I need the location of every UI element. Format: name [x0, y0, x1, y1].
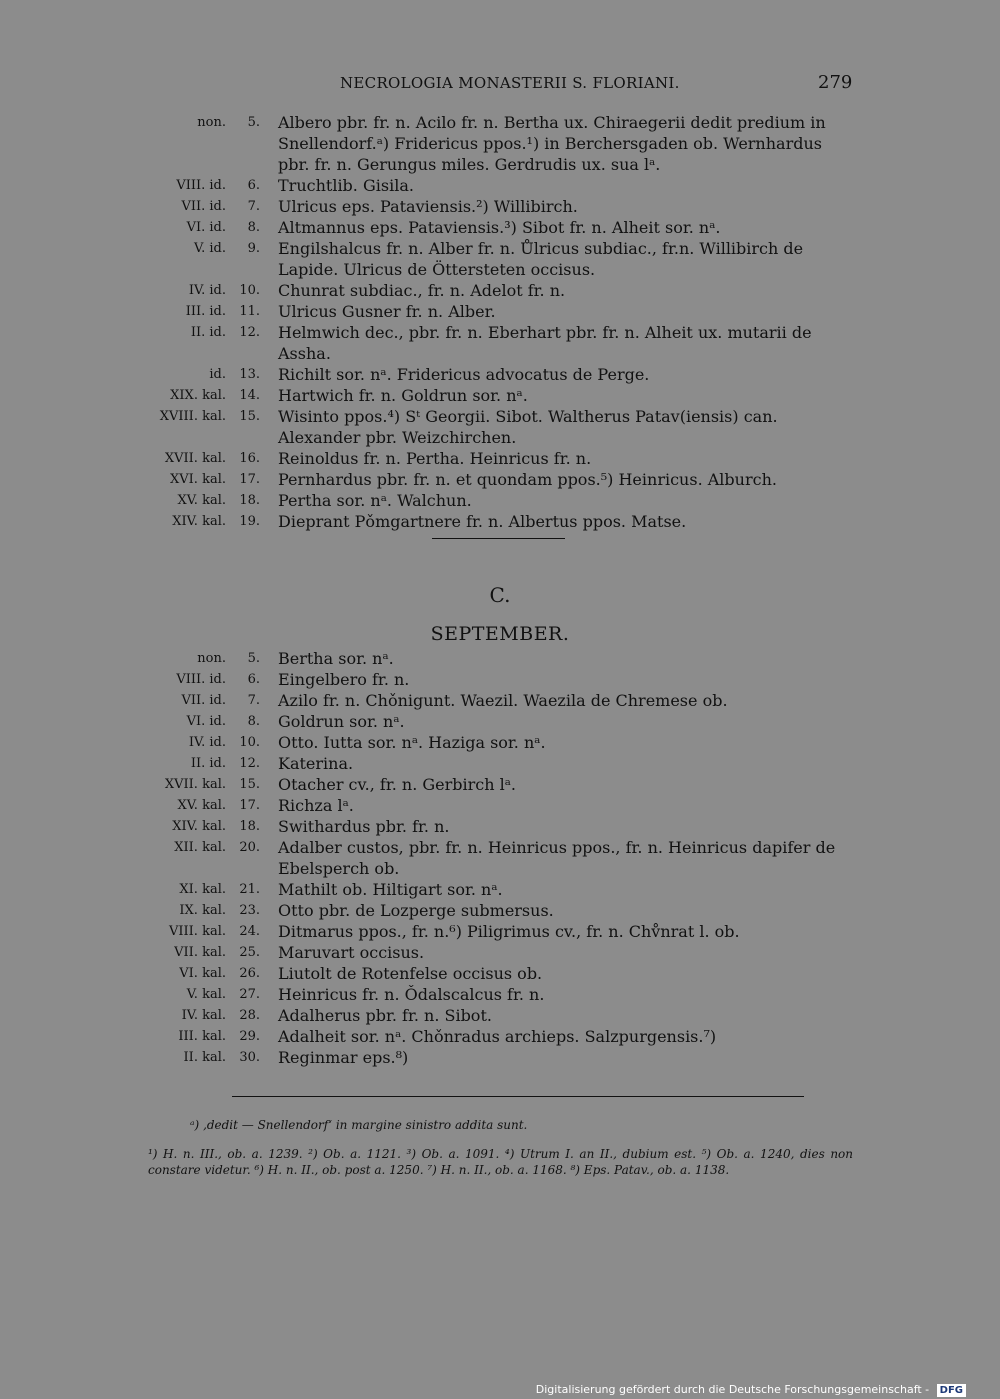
entry-date: VIII. kal. [169, 924, 226, 939]
september-necrology-list [0, 648, 1000, 1068]
entry-day: 29. [239, 1029, 260, 1044]
entry-day: 11. [239, 304, 260, 319]
entry-date: III. kal. [178, 1029, 226, 1044]
necrology-entry [0, 469, 1000, 490]
entry-day: 18. [239, 493, 260, 508]
entry-date: XIV. kal. [172, 514, 226, 529]
entry-day: 14. [239, 388, 260, 403]
entry-text: Chunrat subdiac., fr. n. Adelot fr. n. [278, 281, 566, 300]
entry-date: VII. id. [181, 199, 226, 214]
necrology-entry [0, 217, 1000, 238]
entry-date: non. [197, 115, 226, 130]
necrology-entry [0, 1047, 1000, 1068]
necrology-entry [0, 175, 1000, 196]
entry-date: III. id. [185, 304, 226, 319]
entry-day: 19. [239, 514, 260, 529]
entry-date: IX. kal. [179, 903, 226, 918]
entry-date: XIV. kal. [172, 819, 226, 834]
necrology-entry [0, 837, 1000, 879]
entry-date: II. id. [190, 756, 226, 771]
entry-day: 10. [239, 283, 260, 298]
entry-day: 28. [239, 1008, 260, 1023]
necrology-entry [0, 490, 1000, 511]
entry-day: 17. [239, 472, 260, 487]
entry-text: Reginmar eps.⁸) [278, 1048, 409, 1067]
entry-text: Swithardus pbr. fr. n. [278, 817, 450, 836]
necrology-entry [0, 753, 1000, 774]
necrology-entry [0, 984, 1000, 1005]
entry-text: Adalherus pbr. fr. n. Sibot. [278, 1006, 492, 1025]
entry-text: Otacher cv., fr. n. Gerbirch lᵃ. [278, 775, 517, 794]
page-number: 279 [818, 72, 853, 93]
entry-day: 12. [239, 756, 260, 771]
entry-day: 10. [239, 735, 260, 750]
entry-date: VIII. id. [176, 178, 226, 193]
entry-date: IV. kal. [181, 1008, 226, 1023]
entry-text: Reinoldus fr. n. Pertha. Heinricus fr. n. [278, 449, 592, 468]
entry-text: Maruvart occisus. [278, 943, 425, 962]
entry-date: V. id. [194, 241, 226, 256]
necrology-entry [0, 795, 1000, 816]
entry-text: Katerina. [278, 754, 354, 773]
entry-day: 15. [239, 409, 260, 424]
entry-day: 27. [239, 987, 260, 1002]
necrology-entry [0, 301, 1000, 322]
entry-text: Richza lᵃ. [278, 796, 354, 815]
entry-date: XI. kal. [179, 882, 226, 897]
entry-text: Liutolt de Rotenfelse occisus ob. [278, 964, 543, 983]
entry-date: VIII. id. [176, 672, 226, 687]
necrology-entry [0, 900, 1000, 921]
entry-day: 23. [239, 903, 260, 918]
entry-date: VI. kal. [179, 966, 226, 981]
entry-text: Heinricus fr. n. Ǒdalscalcus fr. n. [278, 985, 545, 1004]
page-header [0, 74, 1000, 98]
entry-text: Mathilt ob. Hiltigart sor. nᵃ. [278, 880, 503, 899]
necrology-entry [0, 774, 1000, 795]
entry-day: 16. [239, 451, 260, 466]
entry-text: Pernhardus pbr. fr. n. et quondam ppos.⁵) Heinricus. Alburch. [278, 470, 777, 489]
necrology-entry [0, 1026, 1000, 1047]
entry-text: Albero pbr. fr. n. Acilo fr. n. Bertha ux. Chiraegerii dedit predium in Snellendorf.ᵃ) Fridericus ppos.¹) in Berchersgaden ob. Wernhardus pbr. fr. n. Gerungus miles. Gerdrudis ux. sua lᵃ. [278, 113, 826, 174]
entry-date: VI. id. [186, 220, 226, 235]
entry-date: id. [209, 367, 226, 382]
necrology-entry [0, 112, 1000, 175]
entry-day: 21. [239, 882, 260, 897]
necrology-entry [0, 238, 1000, 280]
entry-day: 26. [239, 966, 260, 981]
entry-text: Altmannus eps. Pataviensis.³) Sibot fr. n. Alheit sor. nᵃ. [278, 218, 721, 237]
necrology-entry [0, 448, 1000, 469]
entry-text: Otto. Iutta sor. nᵃ. Haziga sor. nᵃ. [278, 733, 546, 752]
necrology-entry [0, 942, 1000, 963]
entry-text: Ulricus Gusner fr. n. Alber. [278, 302, 496, 321]
necrology-entry [0, 406, 1000, 448]
necrology-entry [0, 711, 1000, 732]
entry-date: II. kal. [183, 1050, 226, 1065]
entry-date: non. [197, 651, 226, 666]
necrology-entry [0, 963, 1000, 984]
necrology-entry [0, 669, 1000, 690]
entry-day: 12. [239, 325, 260, 340]
necrology-entry [0, 732, 1000, 753]
entry-text: Hartwich fr. n. Goldrun sor. nᵃ. [278, 386, 528, 405]
entry-date: XVII. kal. [164, 777, 226, 792]
entry-day: 15. [239, 777, 260, 792]
necrology-entry [0, 690, 1000, 711]
entry-date: XVIII. kal. [159, 409, 226, 424]
entry-date: XII. kal. [174, 840, 226, 855]
entry-text: Bertha sor. nᵃ. [278, 649, 394, 668]
entry-text: Truchtlib. Gisila. [278, 176, 414, 195]
entry-date: IV. id. [188, 283, 226, 298]
entry-day: 25. [239, 945, 260, 960]
entry-day: 7. [247, 199, 260, 214]
entry-day: 6. [247, 672, 260, 687]
running-title: NECROLOGIA MONASTERII S. FLORIANI. [340, 74, 680, 92]
august-necrology-list [0, 112, 1000, 532]
entry-date: XV. kal. [177, 798, 226, 813]
section-title: SEPTEMBER. [430, 623, 570, 645]
credit-text: Digitalisierung gefördert durch die Deutsche Forschungsgemeinschaft - [535, 1383, 930, 1396]
entry-text: Richilt sor. nᵃ. Fridericus advocatus de Perge. [278, 365, 650, 384]
entry-day: 6. [247, 178, 260, 193]
entry-text: Helmwich dec., pbr. fr. n. Eberhart pbr. fr. n. Alheit ux. mutarii de Assha. [278, 323, 812, 363]
entry-day: 5. [247, 651, 260, 666]
entry-text: Ditmarus ppos., fr. n.⁶) Piligrimus cv., fr. n. Chv̊nrat l. ob. [278, 922, 740, 941]
section-divider [432, 538, 565, 539]
entry-text: Ulricus eps. Pataviensis.²) Willibirch. [278, 197, 578, 216]
entry-text: Eingelbero fr. n. [278, 670, 410, 689]
necrology-entry [0, 879, 1000, 900]
footnote-rule [232, 1096, 804, 1097]
entry-date: II. id. [190, 325, 226, 340]
entry-day: 24. [239, 924, 260, 939]
necrology-entry [0, 385, 1000, 406]
entry-text: Engilshalcus fr. n. Alber fr. n. Ůlricus subdiac., fr.n. Willibirch de Lapide. Ulricus de Öttersteten occisus. [278, 239, 804, 279]
digitization-credit [536, 1383, 966, 1397]
entry-text: Wisinto ppos.⁴) Sᵗ Georgii. Sibot. Waltherus Patav(iensis) can. Alexander pbr. Weizchirchen. [278, 407, 778, 447]
entry-day: 7. [247, 693, 260, 708]
dfg-logo: DFG [937, 1384, 966, 1397]
entry-text: Adalber custos, pbr. fr. n. Heinricus ppos., fr. n. Heinricus dapifer de Ebelsperch ob. [278, 838, 836, 878]
entry-text: Otto pbr. de Lozperge submersus. [278, 901, 554, 920]
entry-day: 18. [239, 819, 260, 834]
entry-text: Goldrun sor. nᵃ. [278, 712, 405, 731]
entry-date: VII. kal. [174, 945, 226, 960]
entry-date: IV. id. [188, 735, 226, 750]
entry-day: 30. [239, 1050, 260, 1065]
entry-date: XVII. kal. [164, 451, 226, 466]
entry-day: 8. [247, 220, 260, 235]
necrology-entry [0, 364, 1000, 385]
necrology-entry [0, 511, 1000, 532]
entry-text: Adalheit sor. nᵃ. Chǒnradus archieps. Salzpurgensis.⁷) [278, 1027, 717, 1046]
entry-day: 5. [247, 115, 260, 130]
necrology-entry [0, 648, 1000, 669]
section-letter: C. [489, 583, 511, 607]
footnotes-numbered: ¹) H. n. III., ob. a. 1239. ²) Ob. a. 1121. ³) Ob. a. 1091. ⁴) Utrum I. an II., dubium est. ⁵) Ob. a. 1240, dies non constare videtur. ⁶) H. n. II., ob. post a. 1250. ⁷) H. n. II., ob. a. 1168. ⁸) Eps. Patav., ob. a. 1138. [148, 1147, 853, 1177]
entry-date: XVI. kal. [170, 472, 226, 487]
entry-date: V. kal. [186, 987, 226, 1002]
entry-date: XIX. kal. [170, 388, 226, 403]
entry-date: VI. id. [186, 714, 226, 729]
entry-text: Dieprant Pǒmgartnere fr. n. Albertus ppos. Matse. [278, 512, 687, 531]
entry-day: 9. [247, 241, 260, 256]
entry-text: Pertha sor. nᵃ. Walchun. [278, 491, 472, 510]
entry-day: 17. [239, 798, 260, 813]
entry-date: XV. kal. [177, 493, 226, 508]
entry-day: 8. [247, 714, 260, 729]
necrology-entry [0, 196, 1000, 217]
necrology-entry [0, 1005, 1000, 1026]
entry-day: 13. [239, 367, 260, 382]
necrology-entry [0, 816, 1000, 837]
footnote-a: ᵃ) ‚dedit — Snellendorf‘ in margine sinistro addita sunt. [190, 1118, 528, 1132]
necrology-entry [0, 322, 1000, 364]
necrology-entry [0, 280, 1000, 301]
entry-text: Azilo fr. n. Chǒnigunt. Waezil. Waezila de Chremese ob. [278, 691, 728, 710]
entry-day: 20. [239, 840, 260, 855]
necrology-entry [0, 921, 1000, 942]
entry-date: VII. id. [181, 693, 226, 708]
